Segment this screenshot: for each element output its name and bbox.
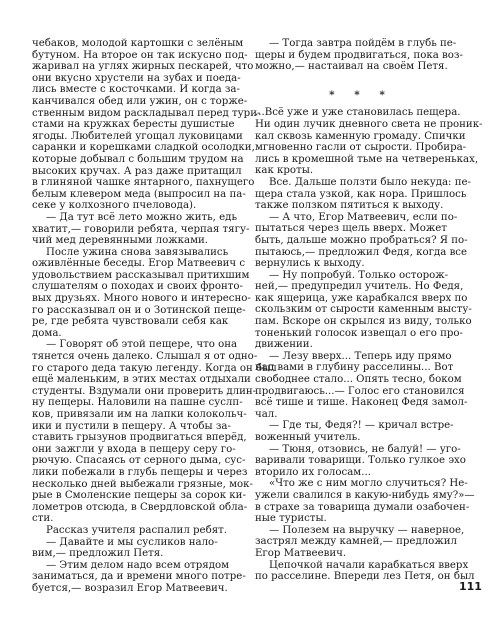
text-line: — Давайте и мы сусликов нало-	[46, 536, 218, 548]
text-line: варивали товарищи. Только гулкое эхо	[255, 455, 466, 467]
text-line: го старого деда такую легенду. Когда он был	[32, 362, 277, 374]
text-line: рючую. Спасаясь от серного дыма, сус-	[32, 455, 246, 467]
text-line: лики побежали в глубь пещеры и через	[32, 466, 248, 478]
text-line: ...Всё уже и уже становилась пещера.	[255, 107, 461, 119]
text-line: также ползком пятиться к выходу.	[255, 200, 444, 212]
text-line: быть, дальше можно пробраться? Я по-	[255, 234, 468, 246]
text-line: хватит,— говорили ребята, черпая тягу-	[32, 223, 250, 235]
text-line: в страхе за товарища думали озабочен-	[255, 501, 470, 513]
text-line: они вкусно хрустели на зубах и поеда-	[32, 72, 241, 84]
text-line: — А что, Егор Матвеевич, если по-	[269, 211, 458, 223]
text-line: белым клевером меда (выпросил на па-	[32, 188, 246, 200]
text-line: щеры и будем продвигаться, пока воз-	[255, 49, 463, 61]
text-line: пытаться через щель вверх. Может	[255, 223, 447, 235]
text-line: чал.	[255, 408, 278, 420]
text-line: го рассказывал он и о Зотинской пеще-	[32, 304, 246, 316]
text-line: чебаков, молодой картошки с зелёным	[32, 38, 244, 49]
text-line: сти.	[32, 513, 54, 525]
text-line: — Ну попробуй. Только осторож-	[269, 269, 449, 281]
text-line: как ящерица, уже карабкался вверх по	[255, 292, 468, 304]
text-line: тянется очень далеко. Слышал я от одно-	[32, 351, 258, 363]
text-line: — Этим делом надо всем отрядом	[46, 559, 230, 571]
text-line: тоненький голосок извещал о его про-	[255, 327, 463, 339]
text-line: всё тише и тише. Наконец Федя замол-	[255, 397, 468, 409]
text-line: — Да тут всё лето можно жить, едь	[46, 211, 238, 223]
text-line: ужели свалился в какую-нибудь яму?»—	[255, 489, 475, 501]
text-line: Цепочкой начали карабкаться вверх	[269, 559, 469, 571]
text-line: ные туристы.	[255, 513, 327, 525]
text-line: После ужина снова завязывались	[46, 246, 229, 258]
text-line: — Где ты, Федя?! — кричал встре-	[269, 420, 454, 432]
right-column-bottom-text	[255, 107, 483, 583]
text-line: вернулись к выходу.	[255, 258, 365, 270]
text-line: пытаюсь,— предложил Федя, когда все	[255, 246, 468, 258]
text-line: секе у колхозного пчеловода).	[32, 200, 197, 212]
text-line: Ни один лучик дневного света не проник-	[255, 118, 483, 130]
text-line: движении.	[255, 339, 313, 351]
text-line: кал сквозь каменную громаду. Спички	[255, 130, 466, 142]
text-line: ре, где ребята чувствовали себя как	[32, 316, 229, 328]
page-number: 111	[459, 580, 482, 593]
text-line: ну пещеры. Наловили на пашне суслп-	[32, 397, 243, 409]
text-line: несколько дней выбежали грязные, мок-	[32, 478, 253, 490]
text-line: вторило их голосам...	[255, 466, 371, 478]
text-line: буется,— возразил Егор Матвеевич.	[32, 582, 228, 594]
text-line: слушателям о походах и своих фронто-	[32, 281, 243, 293]
text-line: как кроты.	[255, 165, 314, 177]
text-line: удовольствием рассказывал притихшим	[32, 269, 250, 281]
right-column	[255, 38, 483, 583]
text-line: по расселине. Впереди лез Петя, он был	[255, 571, 475, 583]
text-line: — Полезем на выручку — наверное,	[269, 524, 465, 536]
right-column-top-text	[255, 38, 467, 73]
section-separator: * * *	[329, 89, 393, 102]
text-line: «Что же с ним могло случиться? Не-	[269, 478, 468, 490]
text-line: — Говорят об этой пещере, что она	[46, 339, 238, 351]
text-line: над вами в глубину расселины... Вот	[255, 362, 454, 374]
text-line: Рассказ учителя распалил ребят.	[46, 524, 228, 536]
text-line: лометров отсюда, в Свердловской обла-	[32, 501, 248, 513]
text-line: — Тогда завтра пойдём в глубь пе-	[269, 38, 457, 49]
text-line: ственным видом раскладывал перед тури-	[32, 107, 261, 119]
text-line: в глиняной чашке янтарного, пахнущего	[32, 177, 255, 189]
text-line: которые добывал с большим трудом на	[32, 153, 244, 165]
text-line: бутуном. На второе он так искусно под-	[32, 49, 248, 61]
text-line: — Тюня, отзовись, не балуй! — уго-	[269, 443, 461, 455]
text-line: стами на кружках бересты душистые	[32, 119, 235, 131]
text-line: мгновенно гасли от сырости. Пробира-	[255, 142, 467, 154]
text-line: щера стала узкой, как нора. Пришлось	[255, 188, 467, 200]
text-line: заниматься, да и времени много потре-	[32, 571, 246, 583]
text-line: ков, привязали им на лапки колокольч-	[32, 409, 247, 420]
text-line: пам. Вскоре он скрылся из виду, только	[255, 316, 472, 328]
text-line: ягоды. Любителей угощал луковицами	[32, 130, 243, 142]
text-line: лись в кромешной тьме на четвереньках,	[255, 153, 479, 165]
text-line: застрял между камней,— предложил	[255, 536, 457, 548]
text-line: чий мед деревянными ложками.	[32, 235, 209, 247]
text-line: скользким от сырости каменным высту-	[255, 304, 472, 316]
text-line: Егор Матвеевич.	[255, 547, 347, 559]
text-line: Все. Дальше ползти было некуда: пе-	[269, 176, 471, 188]
text-line: можно,— настаивал на своём Петя.	[255, 61, 448, 73]
text-line: вим,— предложил Петя.	[32, 548, 164, 560]
text-line: они зажгли у входа в пещеру серу го-	[32, 443, 236, 455]
text-line: ней,— предупредил учитель. Но Федя,	[255, 281, 464, 293]
text-line: дома.	[32, 327, 62, 339]
text-line: продвигаюсь...— Голос его становился	[255, 385, 465, 397]
text-line: жаривал на углях жирных пескарей, что	[32, 61, 254, 73]
text-line: — Лезу вверх... Теперь иду прямо	[269, 350, 452, 362]
text-line: высоких кручах. А раз даже притащил	[32, 165, 242, 177]
text-line: ставить грызунов продвигаться вперёд,	[32, 432, 247, 444]
text-line: рые в Смоленские пещеры за сорок ки-	[32, 490, 246, 502]
text-line: саранки и корешками сладкой осолодки,	[32, 142, 255, 154]
section-gap	[255, 73, 467, 85]
text-line: воженный учитель.	[255, 432, 361, 443]
text-line: оживлённые беседы. Егор Матвеевич с	[32, 258, 246, 270]
text-line: свободнее стало... Опять тесно, боком	[255, 374, 462, 386]
text-line: студенты. Вздумали они проверить длин-	[32, 385, 257, 397]
text-line: лись вместе с косточками. И когда за-	[32, 84, 240, 96]
text-line: ики и пустили в пещеру. А чтобы за-	[32, 420, 231, 432]
text-line: канчивался обед или ужин, он с торже-	[32, 95, 248, 107]
text-line: вых друзьях. Много нового и интересно-	[32, 293, 251, 305]
text-line: ещё маленьким, в этих местах отдыхали	[32, 374, 251, 386]
